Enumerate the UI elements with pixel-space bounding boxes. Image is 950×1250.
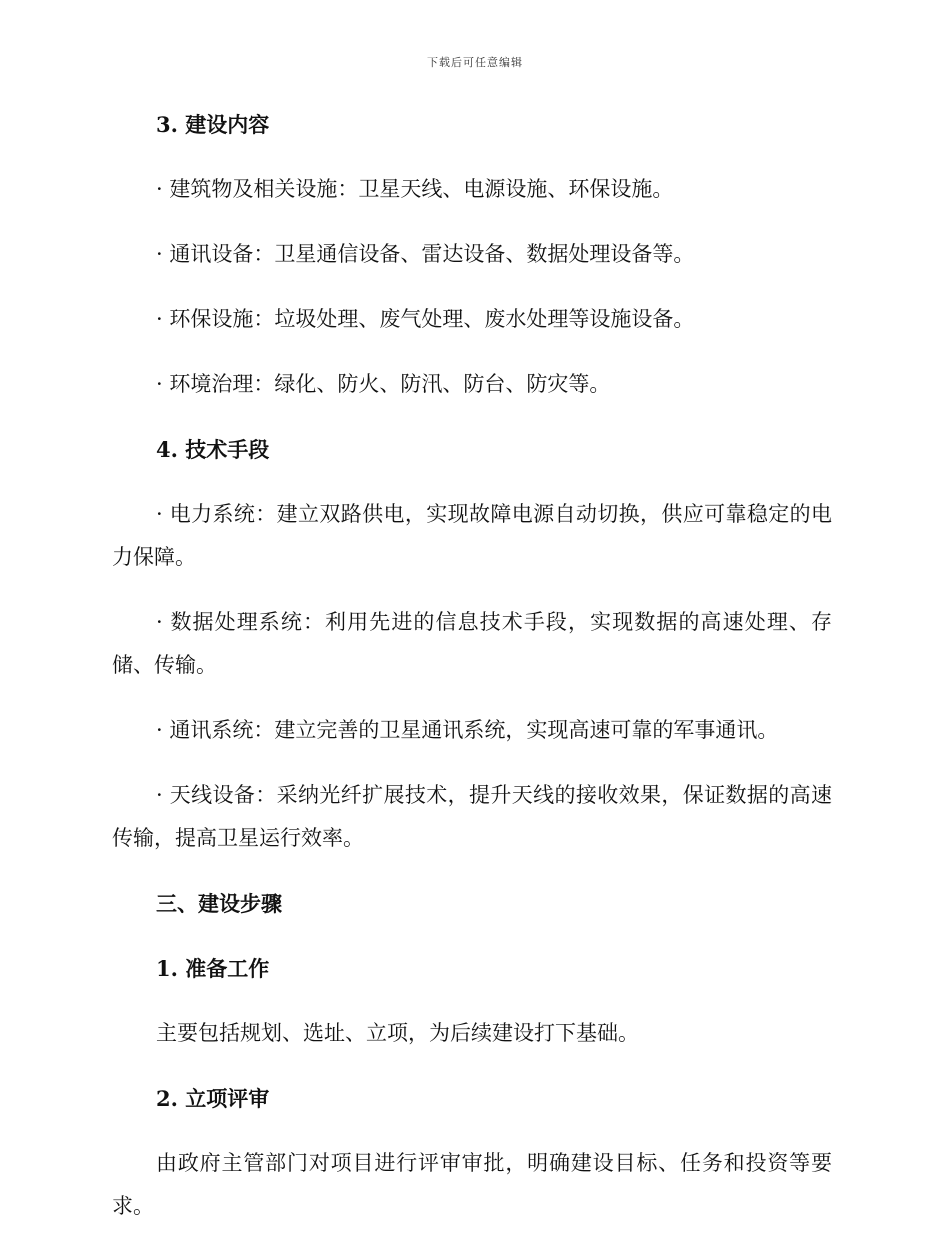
paragraph-13: 主要包括规划、选址、立项，为后续建设打下基础。	[156, 1021, 639, 1045]
paragraph-6: 4. 技术手段	[156, 437, 270, 462]
paragraph-14: 2. 立项评审	[156, 1086, 270, 1111]
paragraph-15: 由政府主管部门对项目进行评审审批，明确建设目标、任务和投资等要求。	[112, 1151, 832, 1218]
paragraph-5: · 环境治理：绿化、防火、防汛、防台、防灾等。	[156, 372, 611, 396]
paragraph-11: 三、建设步骤	[156, 891, 282, 916]
paragraph-10: · 天线设备：采纳光纤扩展技术，提升天线的接收效果，保证数据的高速传输，提高卫星运行效率。	[112, 783, 832, 850]
page-header: 下载后可任意编辑	[427, 56, 523, 69]
paragraph-12: 1. 准备工作	[156, 956, 270, 981]
paragraph-2: · 建筑物及相关设施：卫星天线、电源设施、环保设施。	[156, 177, 674, 201]
paragraph-7: · 电力系统：建立双路供电，实现故障电源自动切换，供应可靠稳定的电力保障。	[112, 502, 832, 569]
paragraph-8: · 数据处理系统：利用先进的信息技术手段，实现数据的高速处理、存储、传输。	[112, 610, 832, 677]
paragraph-9: · 通讯系统：建立完善的卫星通讯系统，实现高速可靠的军事通讯。	[156, 718, 779, 742]
paragraph-1: 3. 建设内容	[156, 112, 270, 137]
paragraph-4: · 环保设施：垃圾处理、废气处理、废水处理等设施设备。	[156, 307, 695, 331]
document-body	[112, 103, 832, 1250]
paragraph-3: · 通讯设备：卫星通信设备、雷达设备、数据处理设备等。	[156, 242, 695, 266]
